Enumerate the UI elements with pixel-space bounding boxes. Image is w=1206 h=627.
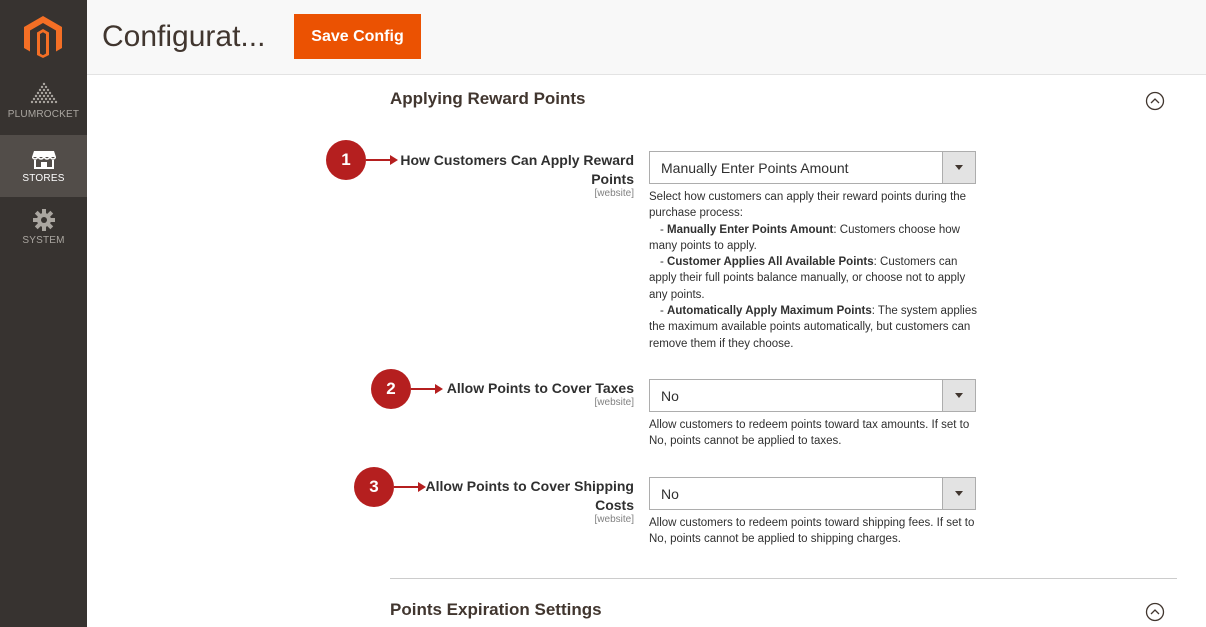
store-icon	[32, 150, 56, 170]
chevron-down-icon[interactable]	[942, 478, 975, 509]
field-label-line: Allow Points to Cover Shipping	[425, 478, 634, 494]
cover-taxes-select[interactable]	[649, 379, 976, 412]
chevron-down-icon[interactable]	[942, 152, 975, 183]
collapse-up-icon[interactable]	[1145, 602, 1165, 622]
save-config-button[interactable]: Save Config	[294, 14, 421, 59]
scope-label: [website]	[594, 188, 634, 199]
collapse-up-icon[interactable]	[1145, 91, 1165, 111]
scope-label: [website]	[594, 397, 634, 408]
section-title-points-expiration[interactable]: Points Expiration Settings	[390, 600, 602, 619]
sidebar-item-label: STORES	[22, 173, 65, 184]
field-label-line: Points	[591, 171, 634, 187]
callout-arrow	[366, 159, 392, 161]
section-title-applying-reward-points[interactable]: Applying Reward Points	[390, 89, 586, 108]
magento-logo-icon[interactable]	[24, 16, 62, 58]
sidebar-item-label: SYSTEM	[22, 235, 65, 246]
note-option: - Automatically Apply Maximum Points: The system applies the maximum available points automatically, but customers can remove them if they choose.	[649, 305, 977, 350]
field-note-cover-shipping: Allow customers to redeem points toward shipping fees. If set to No, points cannot be applied to shipping charges.	[649, 517, 975, 546]
callout-arrow	[394, 486, 420, 488]
select-value: Manually Enter Points Amount	[661, 160, 849, 176]
note-intro: Select how customers can apply their reward points during the purchase process:	[649, 191, 967, 220]
chevron-down-icon[interactable]	[942, 380, 975, 411]
callout-badge: 1	[326, 140, 366, 180]
apply-method-select[interactable]	[649, 151, 976, 184]
cover-shipping-select[interactable]	[649, 477, 976, 510]
select-value: No	[661, 388, 679, 404]
field-label-line: How Customers Can Apply Reward	[400, 152, 634, 168]
select-value: No	[661, 486, 679, 502]
sidebar-item-plumrocket[interactable]	[0, 76, 87, 138]
field-label-line: Costs	[595, 497, 634, 513]
callout-arrow	[411, 388, 437, 390]
sidebar-item-system[interactable]	[0, 197, 87, 259]
sidebar-item-label: PLUMROCKET	[7, 109, 80, 120]
callout-badge: 3	[354, 467, 394, 507]
sidebar-item-stores[interactable]	[0, 135, 87, 197]
field-note-cover-taxes: Allow customers to redeem points toward tax amounts. If set to No, points cannot be applied to taxes.	[649, 419, 970, 448]
gear-icon	[33, 209, 55, 231]
page-title: Configurat...	[102, 20, 266, 53]
field-label-apply-method	[400, 151, 634, 189]
field-label-cover-taxes: Allow Points to Cover Taxes	[446, 380, 634, 396]
admin-sidebar	[0, 0, 87, 627]
note-option: - Customer Applies All Available Points: Customers can apply their full points balance manually, or choose not to apply any points.	[649, 256, 966, 301]
callout-badge: 2	[371, 369, 411, 409]
plumrocket-icon	[30, 82, 58, 104]
field-note-apply-method	[649, 189, 979, 352]
scope-label: [website]	[594, 514, 634, 525]
field-label-cover-shipping	[426, 477, 634, 515]
note-option: - Manually Enter Points Amount: Customers choose how many points to apply.	[649, 223, 960, 252]
section-divider	[390, 578, 1177, 579]
page-header	[87, 0, 1206, 75]
